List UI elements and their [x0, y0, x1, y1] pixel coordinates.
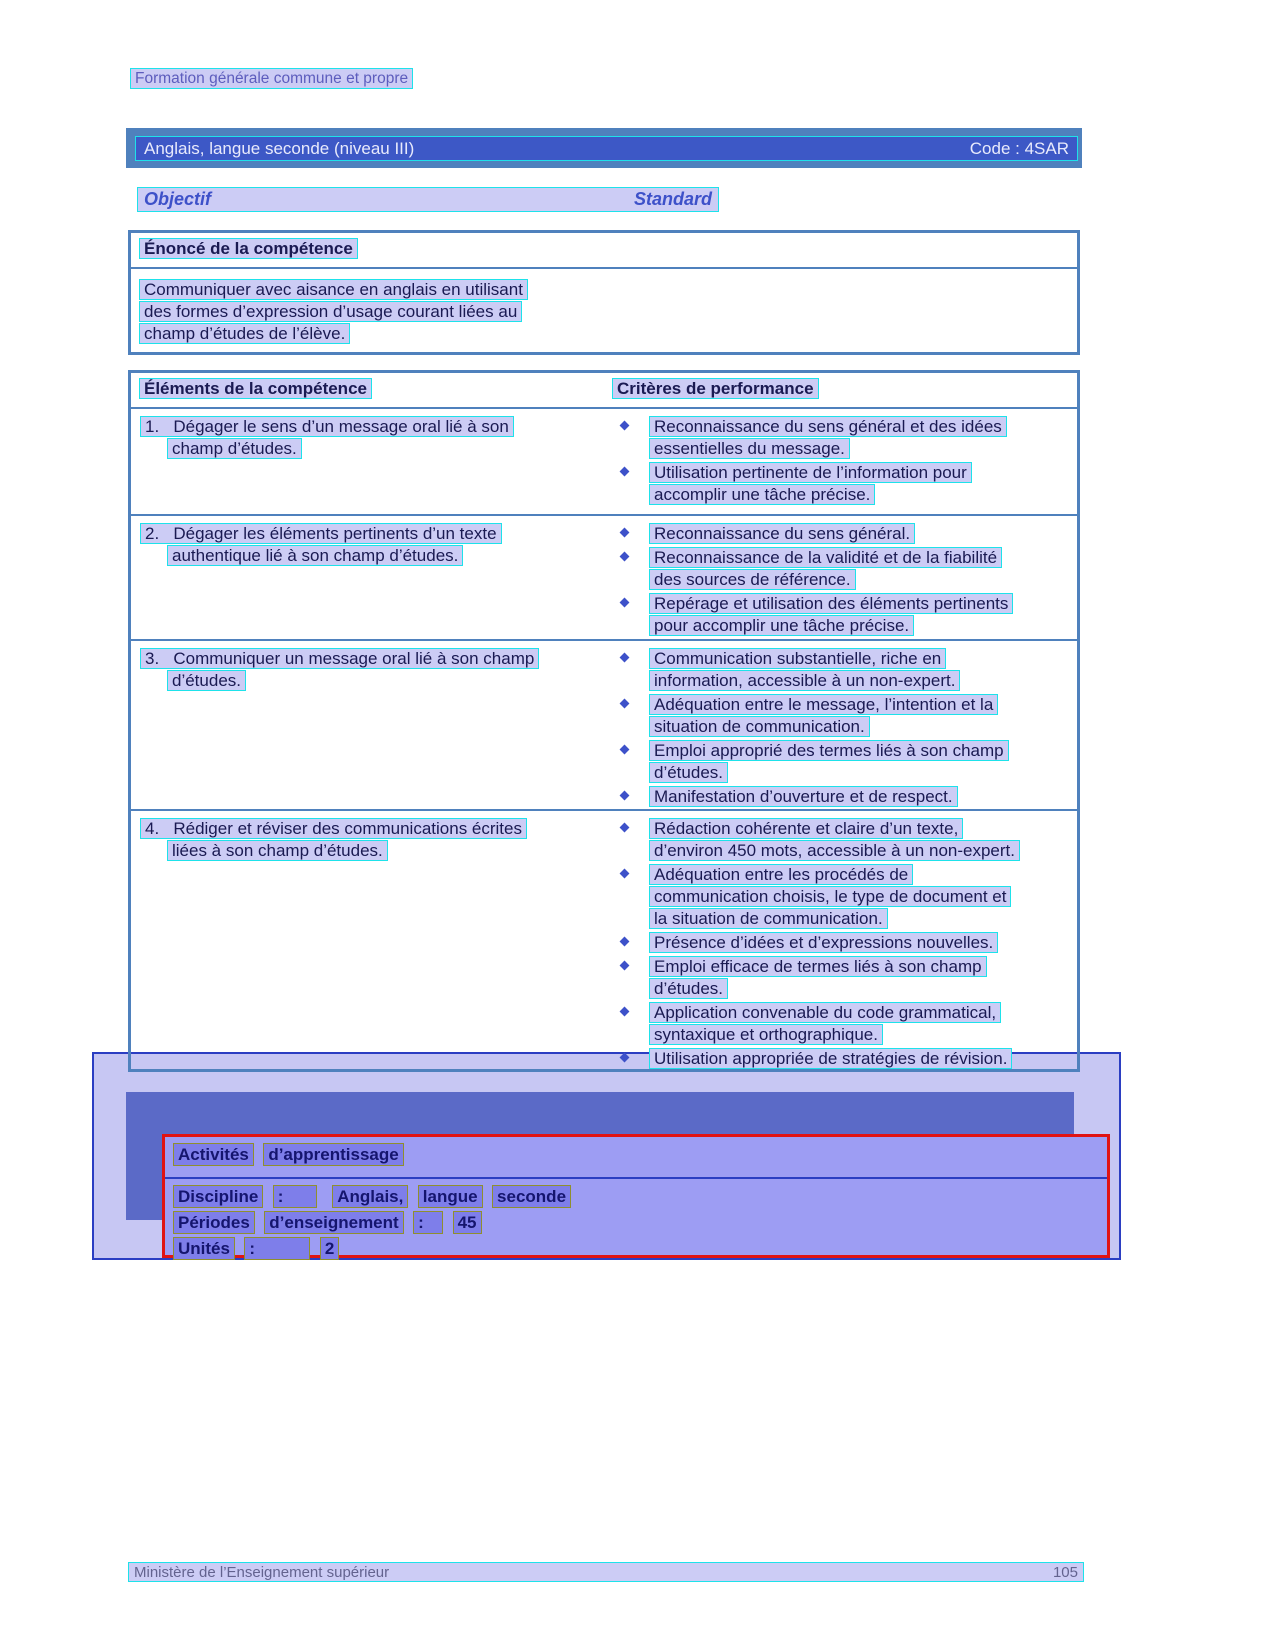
periodes-label-word: d’enseignement	[264, 1211, 403, 1234]
enonce-body	[131, 269, 1077, 345]
criteria-line: Reconnaissance du sens général.	[649, 523, 915, 544]
activities-rows	[165, 1179, 1107, 1263]
discipline-row	[173, 1185, 1107, 1211]
criteria-line: Rédaction cohérente et claire d’un texte,	[649, 818, 963, 839]
bullet-icon	[620, 653, 630, 663]
criteria-line: Application convenable du code grammatical,	[649, 1002, 1001, 1023]
criteria-line: des sources de référence.	[649, 569, 856, 590]
bullet-icon	[620, 791, 630, 801]
criteria-line: information, accessible à un non-expert.	[649, 670, 960, 691]
criteria-item	[612, 740, 1073, 784]
criteria-item	[612, 864, 1073, 930]
competence-table-header	[131, 373, 1077, 409]
enonce-header-label: Énoncé de la compétence	[139, 238, 358, 259]
bullet-icon	[620, 869, 630, 879]
periodes-value: 45	[453, 1211, 482, 1234]
criteria-item	[612, 462, 1073, 506]
element-line: d’études.	[167, 670, 246, 691]
element-cell	[140, 648, 608, 692]
element-cell	[140, 523, 608, 567]
criteria-cell	[612, 416, 1073, 508]
colon: :	[273, 1185, 317, 1208]
table-row	[131, 516, 1077, 641]
course-code: Code : 4SAR	[969, 138, 1069, 158]
col1-header: Éléments de la compétence	[139, 378, 372, 399]
activities-title-word: d’apprentissage	[263, 1143, 403, 1166]
colon: :	[244, 1237, 310, 1260]
periodes-label-word: Périodes	[173, 1211, 255, 1234]
activities-overlay-box	[92, 1052, 1121, 1260]
element-line: 2. Dégager les éléments pertinents d’un texte	[140, 523, 502, 544]
course-header-bar	[126, 128, 1082, 168]
criteria-item	[612, 648, 1073, 692]
objectif-heading: Objectif	[144, 189, 212, 209]
discipline-value-word: Anglais,	[332, 1185, 408, 1208]
criteria-line: Présence d’idées et d’expressions nouvelles.	[649, 932, 998, 953]
page-footer	[128, 1562, 1084, 1582]
enonce-line: champ d’études de l’élève.	[139, 323, 350, 344]
criteria-line: Emploi approprié des termes liés à son champ	[649, 740, 1009, 761]
bullet-icon	[620, 745, 630, 755]
bullet-icon	[620, 961, 630, 971]
course-title: Anglais, langue seconde (niveau III)	[144, 138, 415, 158]
top-label: Formation générale commune et propre	[130, 68, 413, 89]
element-line: liées à son champ d’études.	[167, 840, 388, 861]
criteria-line: d’études.	[649, 978, 728, 999]
criteria-line: la situation de communication.	[649, 908, 888, 929]
criteria-line: Utilisation pertinente de l’information pour	[649, 462, 972, 483]
table-row	[131, 811, 1077, 1069]
periodes-row	[173, 1211, 1107, 1237]
discipline-label: Discipline	[173, 1185, 263, 1208]
enonce-line: des formes d’expression d’usage courant liées au	[139, 301, 522, 322]
criteria-cell	[612, 648, 1073, 810]
enonce-line: Communiquer avec aisance en anglais en utilisant	[139, 279, 528, 300]
unites-row	[173, 1237, 1107, 1263]
bullet-icon	[620, 598, 630, 608]
element-line: authentique lié à son champ d’études.	[167, 545, 463, 566]
bullet-icon	[620, 552, 630, 562]
criteria-item	[612, 694, 1073, 738]
bullet-icon	[620, 467, 630, 477]
criteria-line: Reconnaissance de la validité et de la fiabilité	[649, 547, 1002, 568]
standard-heading: Standard	[633, 189, 712, 209]
criteria-line: Adéquation entre le message, l’intention et la	[649, 694, 998, 715]
criteria-item	[612, 956, 1073, 1000]
bullet-icon	[620, 1007, 630, 1017]
criteria-line: Manifestation d’ouverture et de respect.	[649, 786, 958, 807]
bullet-icon	[620, 528, 630, 538]
criteria-line: Emploi efficace de termes liés à son champ	[649, 956, 987, 977]
element-line: 1. Dégager le sens d’un message oral lié à son	[140, 416, 514, 437]
col2-header: Critères de performance	[612, 378, 819, 399]
bullet-icon	[620, 823, 630, 833]
criteria-item	[612, 1002, 1073, 1046]
criteria-line: accomplir une tâche précise.	[649, 484, 875, 505]
criteria-line: Reconnaissance du sens général et des idées	[649, 416, 1007, 437]
bullet-icon	[620, 937, 630, 947]
course-header-line	[135, 136, 1078, 161]
criteria-line: situation de communication.	[649, 716, 870, 737]
criteria-item	[612, 1048, 1073, 1070]
criteria-line: Utilisation appropriée de stratégies de révision.	[649, 1048, 1012, 1069]
criteria-line: pour accomplir une tâche précise.	[649, 615, 914, 636]
criteria-item	[612, 786, 1073, 808]
criteria-line: d’études.	[649, 762, 728, 783]
criteria-cell	[612, 523, 1073, 639]
criteria-cell	[612, 818, 1073, 1072]
element-line: 3. Communiquer un message oral lié à son champ	[140, 648, 539, 669]
colon: :	[413, 1211, 443, 1234]
element-cell	[140, 818, 608, 862]
discipline-value-word: langue	[418, 1185, 483, 1208]
criteria-item	[612, 593, 1073, 637]
table-row	[131, 409, 1077, 516]
objectif-standard-row	[137, 187, 719, 212]
criteria-item	[612, 932, 1073, 954]
element-cell	[140, 416, 608, 460]
page-number: 105	[1052, 1563, 1078, 1581]
unites-label: Unités	[173, 1237, 235, 1260]
criteria-item	[612, 416, 1073, 460]
criteria-line: syntaxique et orthographique.	[649, 1024, 883, 1045]
table-row	[131, 641, 1077, 811]
element-line: champ d’études.	[167, 438, 302, 459]
activities-title-word: Activités	[173, 1143, 254, 1166]
enonce-table-header	[131, 233, 1077, 269]
unites-value: 2	[320, 1237, 339, 1260]
enonce-table	[128, 230, 1080, 355]
competence-table	[128, 370, 1080, 1072]
criteria-line: communication choisis, le type de document et	[649, 886, 1011, 907]
bullet-icon	[620, 421, 630, 431]
criteria-line: Communication substantielle, riche en	[649, 648, 946, 669]
criteria-line: Adéquation entre les procédés de	[649, 864, 913, 885]
activities-title-row	[165, 1137, 1107, 1179]
discipline-value-word: seconde	[492, 1185, 571, 1208]
criteria-line: Repérage et utilisation des éléments pertinents	[649, 593, 1013, 614]
criteria-item	[612, 547, 1073, 591]
criteria-item	[612, 818, 1073, 862]
criteria-item	[612, 523, 1073, 545]
element-line: 4. Rédiger et réviser des communications écrites	[140, 818, 527, 839]
criteria-line: d’environ 450 mots, accessible à un non-expert.	[649, 840, 1020, 861]
footer-text: Ministère de l’Enseignement supérieur	[134, 1563, 390, 1581]
criteria-line: essentielles du message.	[649, 438, 850, 459]
activities-table	[162, 1134, 1110, 1258]
activities-table-border	[126, 1092, 1074, 1258]
bullet-icon	[620, 1053, 630, 1063]
bullet-icon	[620, 699, 630, 709]
